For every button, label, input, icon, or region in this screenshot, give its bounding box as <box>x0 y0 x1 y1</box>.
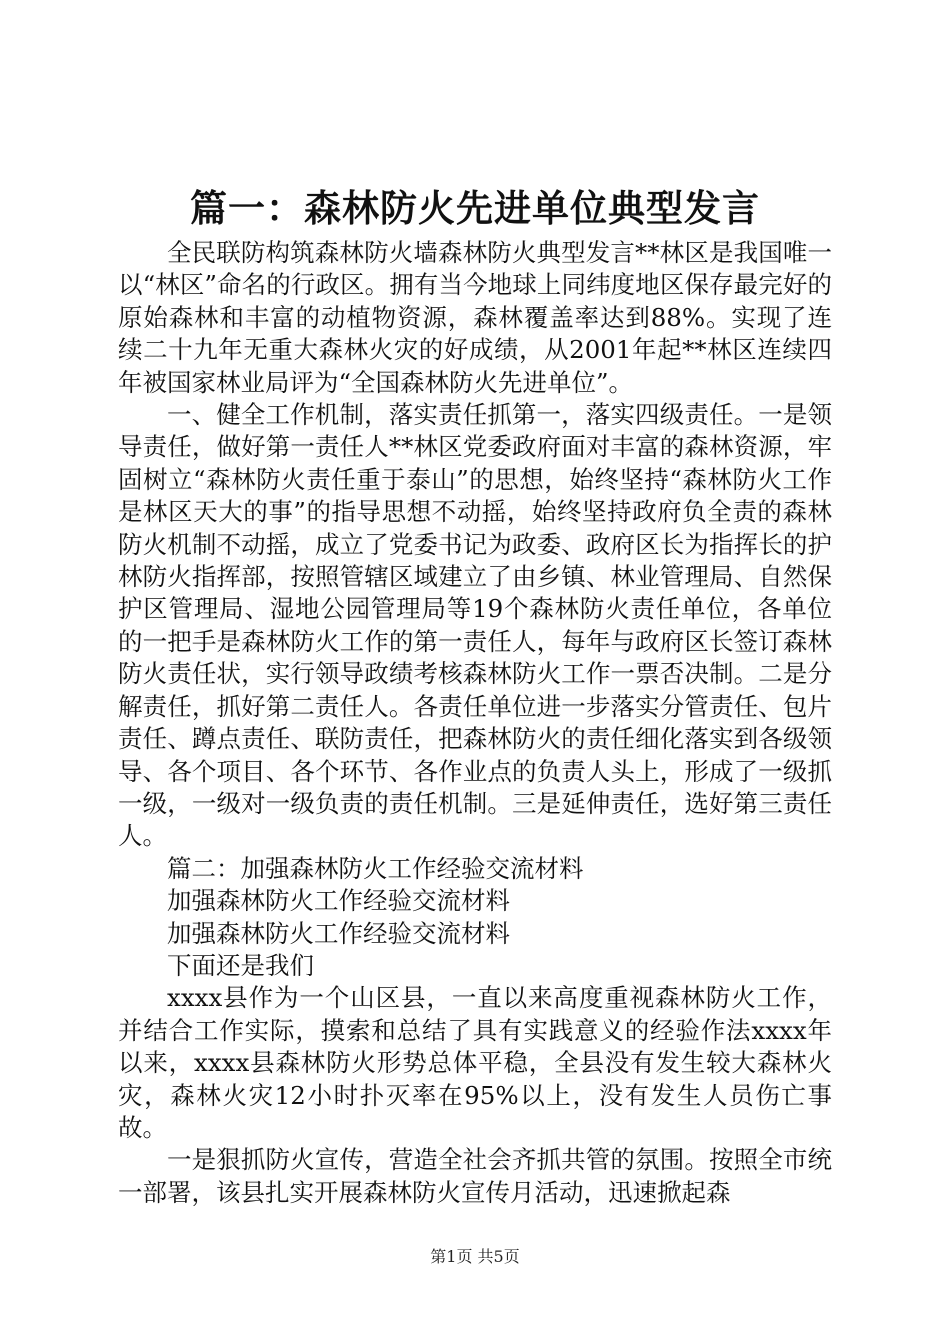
paragraph-publicity: 一是狠抓防火宣传，营造全社会齐抓共管的氛围。按照全市统一部署，该县扎实开展森林防火宣传月活动，迅速掀起森 <box>118 1145 832 1207</box>
paragraph-subtitle-1: 加强森林防火工作经验交流材料 <box>167 886 510 916</box>
document-body <box>118 237 832 1209</box>
page-footer: 第1页 共5页 <box>430 1247 520 1266</box>
paragraph-lead-in: 下面还是我们 <box>167 950 314 980</box>
paragraph-responsibility: 一、健全工作机制，落实责任抓第一，落实四级责任。一是领导责任，做好第一责任人**林区党委政府面对丰富的森林资源，牢固树立“森林防火责任重于泰山”的思想，始终坚持“森林防火工作是林区天大的事”的指导思想不动摇，始终坚持政府负全责的森林防火机制不动摇，成立了党委书记为政委、政府区长为指挥长的护林防火指挥部，按照管辖区域建立了由乡镇、林业管理局、自然保护区管理局、湿地公园管理局等19个森林防火责任单位，各单位的一把手是森林防火工作的第一责任人，每年与政府区长签订森林防火责任状，实行领导政绩考核森林防火工作一票否决制。二是分解责任，抓好第二责任人。各责任单位进一步落实分管责任、包片责任、蹲点责任、联防责任，把森林防火的责任细化落实到各级领导、各个项目、各个环节、各作业点的负责人头上，形成了一级抓一级，一级对一级负责的责任机制。三是延伸责任，选好第三责任人。 <box>118 400 832 851</box>
document-title: 篇一：森林防火先进单位典型发言 <box>190 186 760 230</box>
paragraph-section-two-heading: 篇二：加强森林防火工作经验交流材料 <box>167 853 584 883</box>
paragraph-subtitle-2: 加强森林防火工作经验交流材料 <box>167 918 510 948</box>
paragraph-intro: 全民联防构筑森林防火墙森林防火典型发言**林区是我国唯一以“林区”命名的行政区。拥有当今地球上同纬度地区保存最完好的原始森林和丰富的动植物资源，森林覆盖率达到88%。实现了连续二十九年无重大森林火灾的好成绩，从2001年起**林区连续四年被国家林业局评为“全国森林防火先进单位”。 <box>118 238 832 397</box>
paragraph-county-overview: xxxx县作为一个山区县，一直以来高度重视森林防火工作，并结合工作实际，摸索和总结了具有实践意义的经验作法xxxx年以来，xxxx县森林防火形势总体平稳，全县没有发生较大森林火灾，森林火灾12小时扑灭率在95%以上，没有发生人员伤亡事故。 <box>118 983 832 1142</box>
